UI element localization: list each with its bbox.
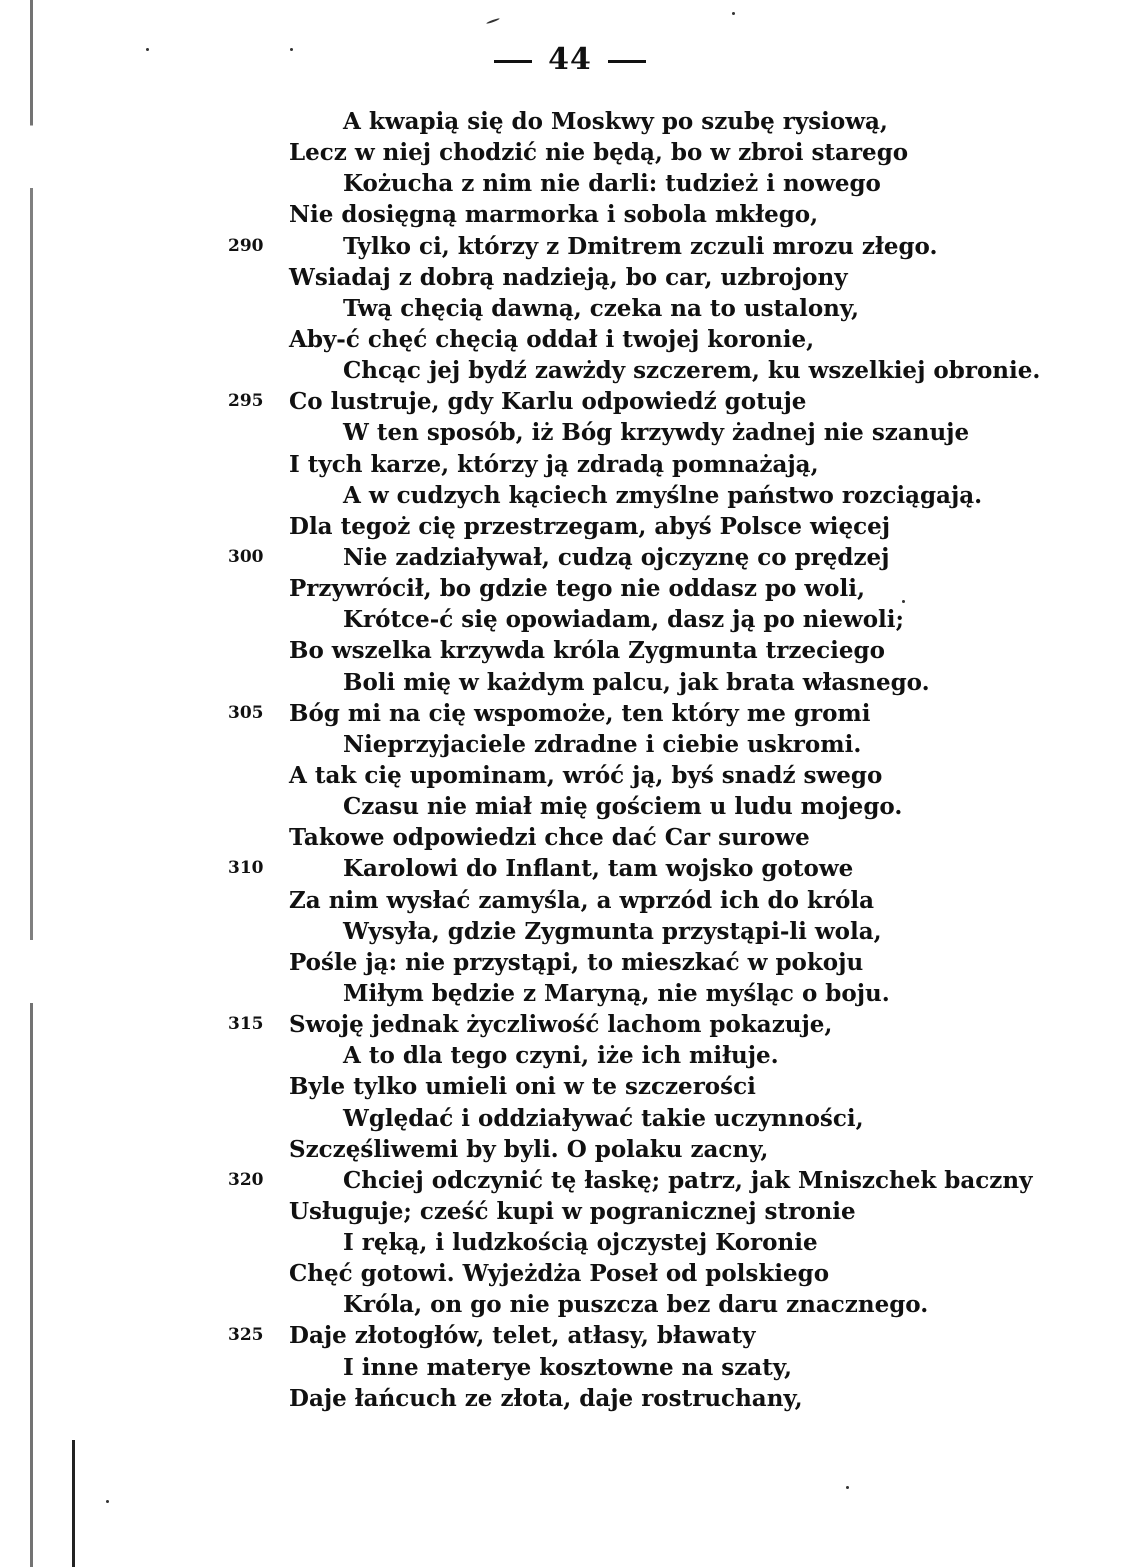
verse-line <box>0 449 1140 480</box>
verse-line <box>0 916 1140 947</box>
verse-text: Krótce-ć się opowiadam, dasz ją po niewoli; <box>343 606 904 634</box>
paper-speck <box>732 12 735 15</box>
verse-line <box>0 1165 1140 1196</box>
verse-line <box>0 293 1140 324</box>
line-number: 305 <box>228 702 264 723</box>
verse-text: Chęć gotowi. Wyjeżdża Poseł od polskiego <box>289 1260 830 1288</box>
verse-text: Co lustruje, gdy Karlu odpowiedź gotuje <box>289 388 807 416</box>
line-number: 325 <box>228 1325 264 1346</box>
verse-line <box>0 1196 1140 1227</box>
verse-text: A kwapią się do Moskwy po szubę rysiową, <box>343 108 888 135</box>
verse-text: Aby-ć chęć chęcią oddał i twojej koronie, <box>289 325 815 353</box>
verse-line <box>0 542 1140 573</box>
verse-line <box>0 324 1140 355</box>
line-number: 310 <box>228 858 264 879</box>
line-number: 290 <box>228 235 264 256</box>
verse-line <box>0 480 1140 511</box>
verse-line <box>0 137 1140 168</box>
verse-text: A w cudzych kąciech zmyślne państwo rozciągają. <box>343 481 983 509</box>
verse-text: Karolowi do Inflant, tam wojsko gotowe <box>343 855 854 883</box>
verse-text: Swoję jednak życzliwość lachom pokazuje, <box>289 1011 833 1039</box>
verse-text: Wsiadaj z dobrą nadzieją, bo car, uzbrojony <box>289 263 848 291</box>
verse-line <box>0 573 1140 604</box>
paper-speck <box>846 1486 849 1489</box>
page-number-text: 44 <box>548 42 592 77</box>
line-number: 320 <box>228 1169 264 1190</box>
verse-line <box>0 1352 1140 1383</box>
verse-text: Chciej odczynić tę łaskę; patrz, jak Mniszchek baczny <box>343 1166 1033 1194</box>
verse-text: Nie dosięgną marmorka i sobola mkłego, <box>289 201 819 229</box>
verse-line <box>0 760 1140 791</box>
paper-speck <box>106 1500 109 1503</box>
verse-text: I inne materye kosztowne na szaty, <box>343 1353 792 1381</box>
verse-line <box>0 698 1140 729</box>
poem-text <box>0 106 1140 1414</box>
verse-text: Szczęśliwemi by byli. O polaku zacny, <box>289 1135 769 1163</box>
verse-line <box>0 978 1140 1009</box>
verse-line <box>0 1289 1140 1320</box>
verse-line <box>0 667 1140 698</box>
verse-text: A to dla tego czyni, iże ich miłuje. <box>343 1042 779 1070</box>
page-number <box>0 42 1140 77</box>
page-number-dash-left <box>494 60 532 63</box>
verse-line <box>0 168 1140 199</box>
paper-speck <box>486 18 500 25</box>
verse-text: Nie zadziaływał, cudzą ojczyznę co prędzej <box>343 543 890 571</box>
verse-line <box>0 417 1140 448</box>
verse-line <box>0 1009 1140 1040</box>
verse-text: I tych karze, którzy ją zdradą pomnażają, <box>289 450 819 478</box>
verse-text: Takowe odpowiedzi chce dać Car surowe <box>289 824 810 852</box>
line-number: 300 <box>228 546 264 567</box>
verse-text: Za nim wysłać zamyśla, a wprzód ich do króla <box>289 886 874 914</box>
verse-text: Daje łańcuch ze złota, daje rostruchany, <box>289 1384 803 1412</box>
verse-line <box>0 604 1140 635</box>
verse-line <box>0 199 1140 230</box>
verse-line <box>0 791 1140 822</box>
verse-line <box>0 386 1140 417</box>
verse-text: Lecz w niej chodzić nie będą, bo w zbroi starego <box>289 139 909 167</box>
verse-text: Chcąc jej bydź zawżdy szczerem, ku wszelkiej obronie. <box>343 357 1041 385</box>
verse-text: Nieprzyjaciele zdradne i ciebie uskromi. <box>343 730 862 758</box>
verse-text: Bóg mi na cię wspomoże, ten który me gromi <box>289 699 871 727</box>
verse-line <box>0 885 1140 916</box>
verse-line <box>0 822 1140 853</box>
verse-line <box>0 511 1140 542</box>
verse-text: I ręką, i ludzkością ojczystej Koronie <box>343 1229 818 1257</box>
verse-text: Pośle ją: nie przystąpi, to mieszkać w pokoju <box>289 948 864 976</box>
verse-line <box>0 1383 1140 1414</box>
verse-text: Przywrócił, bo gdzie tego nie oddasz po woli, <box>289 575 865 603</box>
verse-text: Wysyła, gdzie Zygmunta przystąpi-li wola, <box>343 917 882 945</box>
verse-line <box>0 355 1140 386</box>
verse-line <box>0 1320 1140 1351</box>
verse-text: Tylko ci, którzy z Dmitrem zczuli mrozu złego. <box>343 232 938 260</box>
verse-line <box>0 231 1140 262</box>
verse-text: Byle tylko umieli oni w te szczerości <box>289 1073 756 1101</box>
verse-text: A tak cię upominam, wróć ją, byś snadź swego <box>289 761 883 789</box>
verse-line <box>0 1071 1140 1102</box>
verse-line <box>0 853 1140 884</box>
verse-text: Kożucha z nim nie darli: tudzież i nowego <box>343 170 881 198</box>
verse-line <box>0 1258 1140 1289</box>
binding-edge-mark <box>72 1440 75 1567</box>
verse-line <box>0 1040 1140 1071</box>
verse-text: Wględać i oddziaływać takie uczynności, <box>343 1104 864 1132</box>
verse-text: Czasu nie miał mię gościem u ludu mojego. <box>343 793 903 821</box>
verse-line <box>0 1103 1140 1134</box>
verse-line <box>0 106 1140 137</box>
verse-text: Miłym będzie z Maryną, nie myśląc o boju. <box>343 979 890 1007</box>
verse-text: Dla tegoż cię przestrzegam, abyś Polsce więcej <box>289 512 891 540</box>
verse-line <box>0 729 1140 760</box>
line-number: 315 <box>228 1014 264 1035</box>
verse-text: Boli mię w każdym palcu, jak brata własnego. <box>343 668 930 696</box>
verse-line <box>0 262 1140 293</box>
page-number-dash-right <box>608 60 646 63</box>
verse-text: W ten sposób, iż Bóg krzywdy żadnej nie szanuje <box>343 419 970 447</box>
verse-text: Bo wszelka krzywda króla Zygmunta trzeciego <box>289 637 885 665</box>
verse-line <box>0 1134 1140 1165</box>
verse-line <box>0 1227 1140 1258</box>
line-number: 295 <box>228 391 264 412</box>
verse-line <box>0 635 1140 666</box>
verse-text: Króla, on go nie puszcza bez daru znacznego. <box>343 1291 929 1319</box>
verse-line <box>0 947 1140 978</box>
verse-text: Usługuje; cześć kupi w pogranicznej stronie <box>289 1197 856 1225</box>
verse-text: Twą chęcią dawną, czeka na to ustalony, <box>343 294 860 322</box>
verse-text: Daje złotogłów, telet, atłasy, bławaty <box>289 1322 756 1350</box>
